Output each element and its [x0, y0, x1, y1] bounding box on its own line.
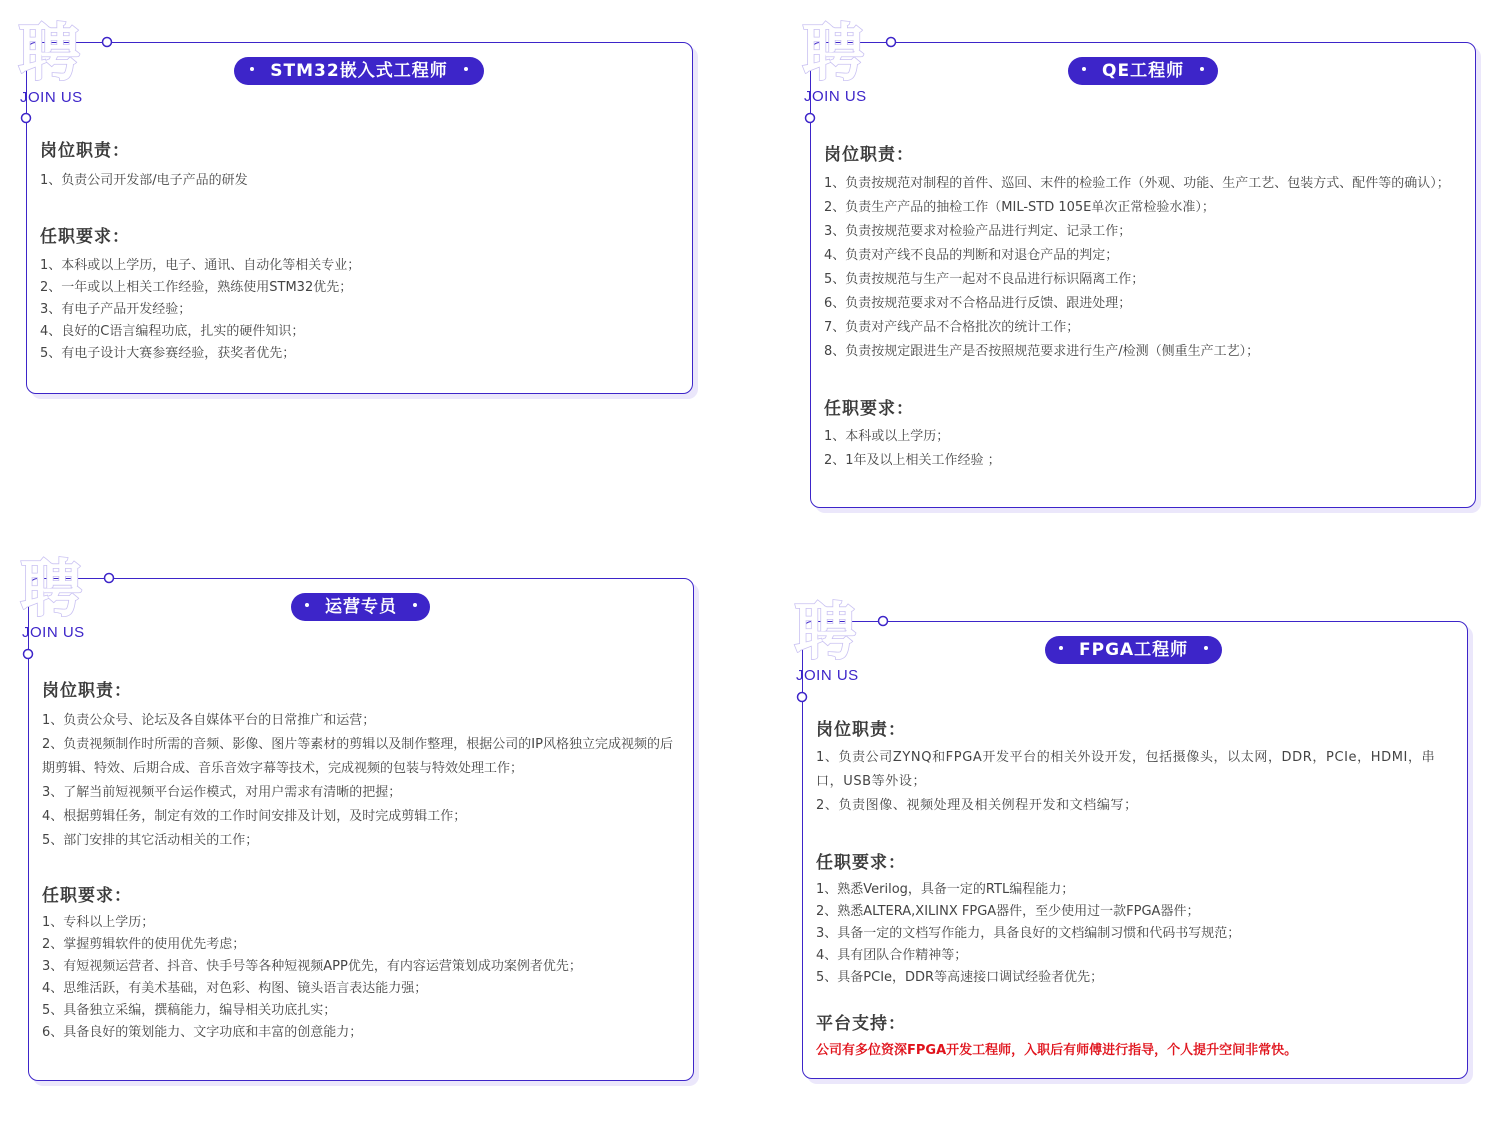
duties-heading: 岗位职责： [40, 141, 130, 161]
job-title: 运营专员 [325, 597, 397, 617]
requirements-heading: 任职要求： [816, 853, 906, 873]
job-content-qe [824, 140, 1454, 473]
bullet-dot-icon [1082, 67, 1086, 71]
bullet-dot-icon [305, 603, 309, 607]
emblem-glyph: 聘 [802, 16, 865, 89]
requirements-list [824, 425, 1454, 473]
list-item: 1、负责按规范对制程的首件、巡回、末件的检验工作（外观、功能、生产工艺、包装方式、配件等的确认）； [824, 176, 1450, 191]
requirements-heading: 任职要求： [42, 886, 132, 906]
list-item: 3、有电子产品开发经验； [40, 302, 192, 317]
list-item: 5、部门安排的其它活动相关的工作； [42, 833, 259, 848]
job-title: FPGA工程师 [1079, 640, 1189, 660]
join-us-label: JOIN US [796, 667, 859, 684]
duties-heading: 岗位职责： [824, 145, 914, 165]
bullet-dot-icon [1204, 646, 1208, 650]
list-item: 1、本科或以上学历； [824, 429, 950, 444]
join-us-label: JOIN US [804, 88, 867, 105]
list-item: 2、负责图像、视频处理及相关例程开发和文档编写； [816, 798, 1138, 813]
list-item: 3、具备一定的文档写作能力，具备良好的文档编制习惯和代码书写规范； [816, 926, 1241, 941]
duties-list [40, 170, 680, 192]
list-item: 2、负责视频制作时所需的音频、影像、图片等素材的剪辑以及制作整理，根据公司的IP风格独立完成视频的后期剪辑、特效、后期合成、音乐音效字幕等技术，完成视频的包装与特效处理工作； [42, 737, 673, 776]
list-item: 6、负责按规范要求对不合格品进行反馈、跟进处理； [824, 296, 1132, 311]
list-item: 3、负责按规范要求对检验产品进行判定、记录工作； [824, 224, 1132, 239]
list-item: 1、负责公司开发部/电子产品的研发 [40, 173, 248, 188]
platform-note: 公司有多位资深FPGA开发工程师，入职后有师傅进行指导，个人提升空间非常快。 [816, 1043, 1298, 1058]
list-item: 2、掌握剪辑软件的使用优先考虑； [42, 937, 246, 952]
bullet-dot-icon [1200, 67, 1204, 71]
list-item: 1、熟悉Verilog，具备一定的RTL编程能力； [816, 882, 1075, 897]
job-title-pill [1045, 636, 1222, 664]
emblem-glyph: 聘 [18, 16, 81, 89]
list-item: 2、负责生产产品的抽检工作（MIL-STD 105E单次正常检验水准）； [824, 200, 1215, 215]
list-item: 5、具备独立采编，撰稿能力，编导相关功底扎实； [42, 1003, 337, 1018]
bullet-dot-icon [413, 603, 417, 607]
requirements-heading: 任职要求： [40, 227, 130, 247]
emblem-glyph: 聘 [794, 595, 857, 668]
duties-list [816, 746, 1456, 818]
recruit-emblem-icon [20, 550, 120, 660]
requirements-list [816, 879, 1456, 989]
list-item: 5、具备PCIe，DDR等高速接口调试经验者优先； [816, 970, 1104, 985]
list-item: 1、专科以上学历； [42, 915, 155, 930]
recruit-emblem-icon [18, 14, 118, 124]
recruit-emblem-icon [794, 593, 894, 703]
list-item: 4、根据剪辑任务，制定有效的工作时间安排及计划，及时完成剪辑工作； [42, 809, 467, 824]
requirements-list [40, 255, 680, 365]
job-content-ops [42, 676, 682, 1044]
list-item: 5、有电子设计大赛参赛经验，获奖者优先； [40, 346, 296, 361]
list-item: 4、思维活跃，有美术基础，对色彩、构图、镜头语言表达能力强； [42, 981, 428, 996]
job-title: QE工程师 [1102, 61, 1185, 81]
join-us-label: JOIN US [22, 624, 85, 641]
list-item: 1、负责公众号、论坛及各自媒体平台的日常推广和运营； [42, 713, 376, 728]
list-item: 8、负责按规定跟进生产是否按照规范要求进行生产/检测（侧重生产工艺）； [824, 344, 1260, 359]
list-item: 3、有短视频运营者、抖音、快手号等各种短视频APP优先，有内容运营策划成功案例者优先； [42, 959, 582, 974]
list-item: 5、负责按规范与生产一起对不良品进行标识隔离工作； [824, 272, 1145, 287]
emblem-glyph: 聘 [20, 552, 83, 625]
list-item: 4、负责对产线不良品的判断和对退仓产品的判定； [824, 248, 1119, 263]
list-item: 1、负责公司ZYNQ和FPGA开发平台的相关外设开发，包括摄像头，以太网，DDR，PCIe，HDMI，串口，USB等外设； [816, 750, 1436, 789]
job-title-pill [1068, 57, 1218, 85]
bullet-dot-icon [464, 67, 468, 71]
join-us-label: JOIN US [20, 89, 83, 106]
bullet-dot-icon [1059, 646, 1063, 650]
duties-heading: 岗位职责： [42, 681, 132, 701]
job-content-stm32 [40, 136, 680, 365]
job-title-pill [291, 593, 430, 621]
list-item: 4、良好的C语言编程功底，扎实的硬件知识； [40, 324, 305, 339]
duties-heading: 岗位职责： [816, 720, 906, 740]
recruit-emblem-icon [802, 14, 902, 124]
duties-list [824, 172, 1454, 364]
list-item: 1、本科或以上学历，电子、通讯、自动化等相关专业； [40, 258, 361, 273]
job-title: STM32嵌入式工程师 [270, 61, 448, 81]
platform-heading: 平台支持： [816, 1014, 906, 1034]
list-item: 3、了解当前短视频平台运作模式，对用户需求有清晰的把握； [42, 785, 402, 800]
requirements-heading: 任职要求： [824, 399, 914, 419]
list-item: 4、具有团队合作精神等； [816, 948, 968, 963]
job-title-pill [234, 57, 484, 85]
list-item: 6、具备良好的策划能力、文字功底和丰富的创意能力； [42, 1025, 363, 1040]
requirements-list [42, 912, 682, 1044]
job-content-fpga [816, 715, 1456, 1058]
duties-list [42, 709, 682, 853]
list-item: 7、负责对产线产品不合格批次的统计工作； [824, 320, 1080, 335]
bullet-dot-icon [250, 67, 254, 71]
list-item: 2、1年及以上相关工作经验 ； [824, 453, 1001, 468]
list-item: 2、一年或以上相关工作经验，熟练使用STM32优先； [40, 280, 353, 295]
list-item: 2、熟悉ALTERA,XILINX FPGA器件，至少使用过一款FPGA器件； [816, 904, 1200, 919]
